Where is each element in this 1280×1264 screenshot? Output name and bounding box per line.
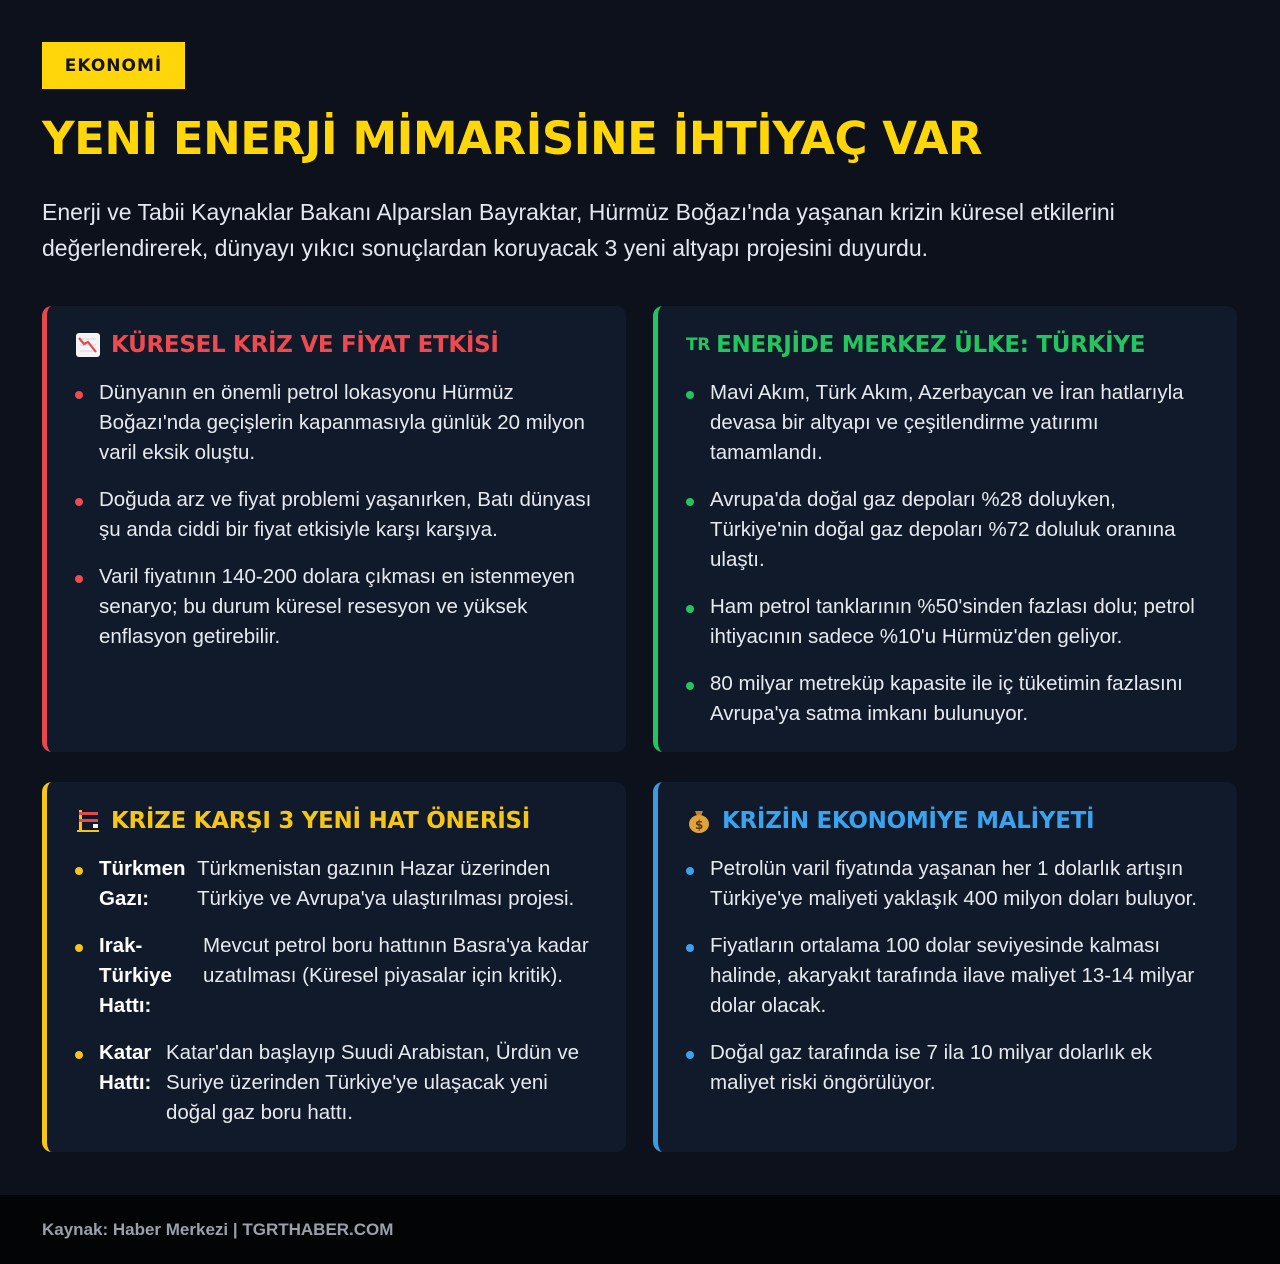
route-description: Katar'dan başlayıp Suudi Arabistan, Ürdün ve Suriye üzerinden Türkiye'ye ulaşacak yeni doğal gaz boru hattı.: [166, 1041, 580, 1124]
card-heading: [75, 804, 602, 838]
list-item: [75, 931, 602, 1021]
bullet-dot: [75, 867, 83, 875]
money-bag-icon: [686, 808, 712, 834]
card-heading: [686, 328, 1213, 362]
list-item: Doğuda arz ve fiyat problemi yaşanırken, Batı dünyası şu anda ciddi bir fiyat etkisiyle karşı karşıya.: [75, 485, 602, 545]
list-item: 80 milyar metreküp kapasite ile iç tüketimin fazlasını Avrupa'ya satma imkanı bulunuyor.: [686, 669, 1213, 729]
list-item: Fiyatların ortalama 100 dolar seviyesinde kalması halinde, akaryakıt tarafında ilave maliyet 13-14 milyar dolar olacak.: [686, 931, 1213, 1021]
route-description: Mevcut petrol boru hattının Basra'ya kadar uzatılması (Küresel piyasalar için kritik).: [203, 934, 589, 987]
card-heading: [686, 804, 1213, 838]
list-item: Petrolün varil fiyatında yaşanan her 1 dolarlık artışın Türkiye'ye maliyeti yaklaşık 400 milyon doları buluyor.: [686, 854, 1213, 914]
route-description: Türkmenistan gazının Hazar üzerinden Türkiye ve Avrupa'ya ulaştırılması projesi.: [197, 857, 575, 910]
bullet-dot: [686, 498, 694, 506]
bullet-dot: [686, 682, 694, 690]
construction-icon: [75, 808, 101, 834]
bullet-dot: [75, 498, 83, 506]
card-new-lines: [42, 782, 626, 1152]
bullet-dot: [75, 391, 83, 399]
bullet-dot: [75, 944, 83, 952]
list-item: Avrupa'da doğal gaz depoları %28 doluyken, Türkiye'nin doğal gaz depoları %72 doluluk oranına ulaştı.: [686, 485, 1213, 575]
chart-decreasing-icon: [75, 332, 101, 358]
list-item: Doğal gaz tarafında ise 7 ila 10 milyar dolarlık ek maliyet riski öngörülüyor.: [686, 1038, 1213, 1098]
bullet-dot: [686, 391, 694, 399]
list-item: [75, 854, 602, 914]
card-global-crisis: [42, 306, 626, 752]
list-item: Mavi Akım, Türk Akım, Azerbaycan ve İran hatlarıyla devasa bir altyapı ve çeşitlendirme yatırımı tamamlandı.: [686, 378, 1213, 468]
card-heading: [75, 328, 602, 362]
bullet-list: [75, 854, 602, 1128]
card-heading-text: ENERJİDE MERKEZ ÜLKE: TÜRKİYE: [716, 332, 1146, 358]
intro-text: Enerji ve Tabii Kaynaklar Bakanı Alparslan Bayraktar, Hürmüz Boğazı'nda yaşanan krizin küresel etkilerini değerlendirerek, dünyayı yıkıcı sonuçlardan koruyacak 3 yeni altyapı projesini duyurdu.: [42, 199, 1115, 261]
bullet-list: [75, 378, 602, 652]
svg-text:$: $: [694, 818, 704, 832]
bullet-list: [686, 854, 1213, 1098]
category-tag: EKONOMİ: [42, 42, 185, 89]
bullet-dot: [686, 1051, 694, 1059]
card-heading-text: KRİZİN EKONOMİYE MALİYETİ: [722, 808, 1095, 834]
route-name: Katar Hattı:: [99, 1041, 152, 1094]
bullet-dot: [75, 575, 83, 583]
route-name: Türkmen Gazı:: [99, 857, 186, 910]
bullet-dot: [686, 605, 694, 613]
flag-tr-icon: TR: [686, 335, 711, 355]
card-turkey-energy-hub: [653, 306, 1237, 752]
source-footer: Kaynak: Haber Merkezi | TGRTHABER.COM: [0, 1195, 1280, 1264]
card-economic-cost: [653, 782, 1237, 1152]
list-item: Dünyanın en önemli petrol lokasyonu Hürmüz Boğazı'nda geçişlerin kapanmasıyla günlük 20 milyon varil eksik oluştu.: [75, 378, 602, 468]
bullet-list: [686, 378, 1213, 729]
list-item: [75, 1038, 602, 1128]
bullet-dot: [75, 1051, 83, 1059]
bullet-dot: [686, 944, 694, 952]
route-name: Irak-Türkiye Hattı:: [99, 934, 172, 1017]
page-title: YENİ ENERJİ MİMARİSİNE İHTİYAÇ VAR: [42, 112, 982, 165]
card-heading-text: KRİZE KARŞI 3 YENİ HAT ÖNERİSİ: [111, 808, 531, 834]
bullet-dot: [686, 867, 694, 875]
list-item: Ham petrol tanklarının %50'sinden fazlası dolu; petrol ihtiyacının sadece %10'u Hürmüz'den geliyor.: [686, 592, 1213, 652]
list-item: Varil fiyatının 140-200 dolara çıkması en istenmeyen senaryo; bu durum küresel resesyon ve yüksek enflasyon getirebilir.: [75, 562, 602, 652]
card-heading-text: KÜRESEL KRİZ VE FİYAT ETKİSİ: [111, 332, 499, 358]
